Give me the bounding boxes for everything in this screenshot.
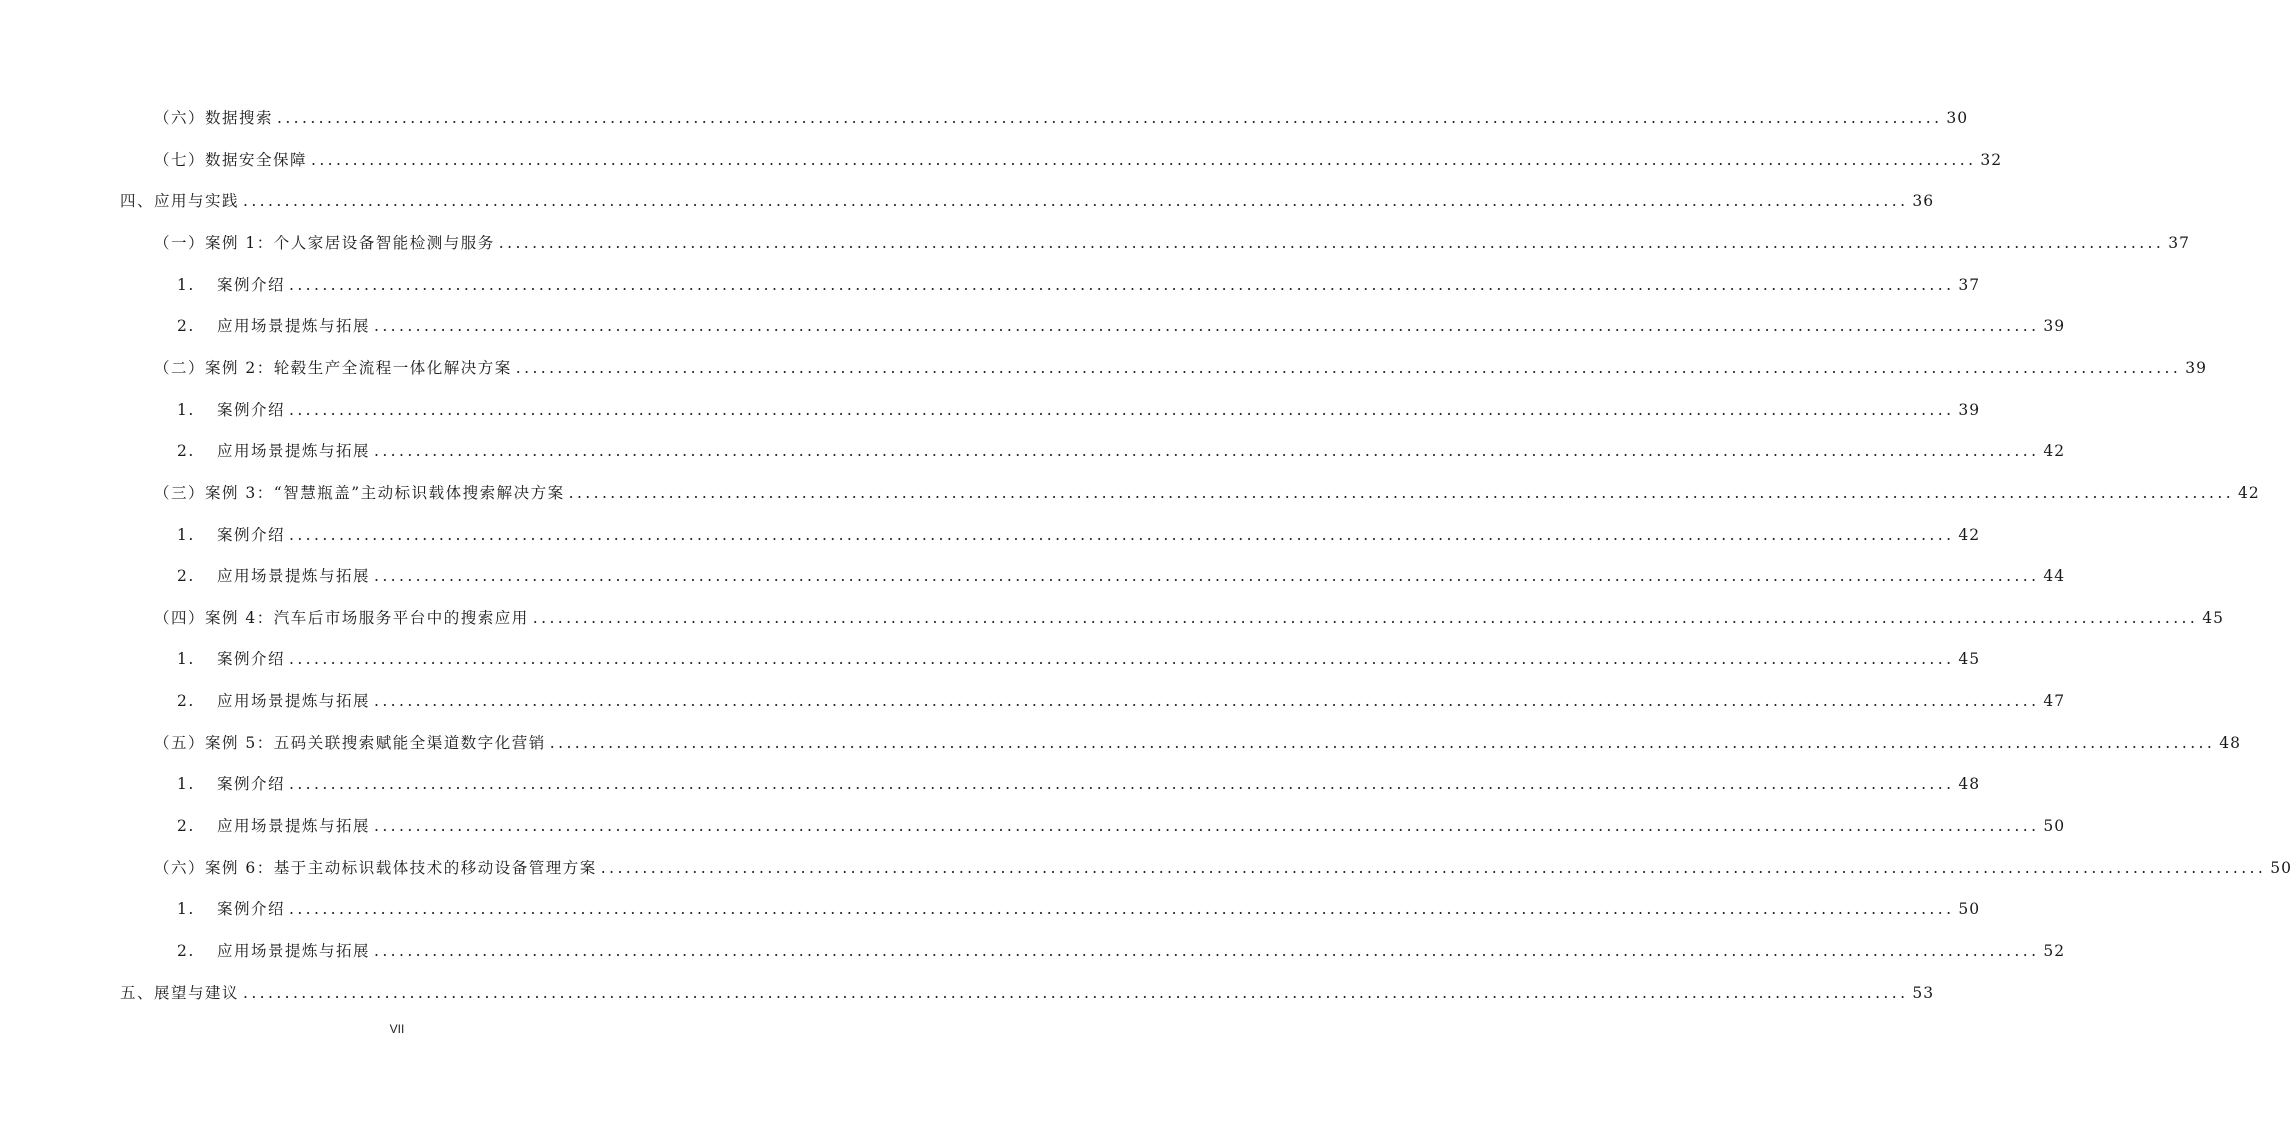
toc-entry-number: 1. <box>177 400 195 419</box>
toc-entry-text: （一）案例 1：个人家居设备智能检测与服务 <box>154 233 495 252</box>
toc-dot-leader: ........................................................................................................................................................................................................ <box>374 442 2040 461</box>
toc-entry-number: 2. <box>177 567 195 586</box>
toc-dot-leader: ........................................................................................................................................................................................................ <box>568 483 2235 502</box>
toc-entry-text: （五）案例 5：五码关联搜索赋能全渠道数字化营销 <box>154 733 546 752</box>
toc-entry[interactable] <box>177 647 1981 671</box>
toc-entry-page: 50 <box>2270 858 2292 877</box>
toc-dot-leader: ........................................................................................................................................................................................................ <box>498 233 2165 252</box>
toc-dot-leader: ........................................................................................................................................................................................................ <box>549 733 2216 752</box>
toc-entry[interactable] <box>177 273 1981 297</box>
toc-dot-leader: ........................................................................................................................................................................................................ <box>289 650 1955 669</box>
toc-entry[interactable] <box>154 731 2241 755</box>
toc-entry-page: 42 <box>1958 525 1981 544</box>
toc-entry-page: 42 <box>2238 483 2260 502</box>
toc-entry-title <box>154 106 273 130</box>
toc-entry-title <box>120 981 239 1005</box>
toc-entry[interactable] <box>154 148 2003 172</box>
toc-entry-text: （七）数据安全保障 <box>154 150 308 169</box>
toc-entry-page: 44 <box>2043 567 2066 586</box>
toc-entry[interactable] <box>177 439 2066 463</box>
toc-entry-text: 应用场景提炼与拓展 <box>217 817 371 836</box>
toc-entry-text: 四、应用与实践 <box>120 192 240 211</box>
toc-entry-number: 1. <box>177 650 195 669</box>
toc-entry-text: 案例介绍 <box>217 525 286 544</box>
toc-entry-number: 2. <box>177 317 195 336</box>
toc-entry-text: 案例介绍 <box>217 650 286 669</box>
toc-dot-leader: ........................................................................................................................................................................................................ <box>289 275 1955 294</box>
toc-entry-title <box>177 398 285 422</box>
toc-entry-text: 应用场景提炼与拓展 <box>217 567 371 586</box>
toc-entry-text: 应用场景提炼与拓展 <box>217 692 371 711</box>
toc-entry-title <box>177 314 370 338</box>
toc-entry-page: 50 <box>2043 817 2066 836</box>
toc-entry-text: （三）案例 3：“智慧瓶盖”主动标识载体搜索解决方案 <box>154 483 565 502</box>
toc-entry-page: 45 <box>1958 650 1981 669</box>
toc-entry[interactable] <box>177 939 2066 963</box>
toc-entry-title <box>154 606 529 630</box>
toc-entry-title <box>154 731 546 755</box>
toc-entry[interactable] <box>120 981 1935 1005</box>
toc-entry-text: 五、展望与建议 <box>120 983 240 1002</box>
toc-entry-number: 1. <box>177 525 195 544</box>
toc-entry-number: 2. <box>177 442 195 461</box>
toc-entry-page: 32 <box>1980 150 2003 169</box>
toc-entry-title <box>177 273 285 297</box>
toc-dot-leader: ........................................................................................................................................................................................................ <box>374 942 2040 960</box>
toc-entry-number: 2. <box>177 817 195 836</box>
toc-entry-text: 应用场景提炼与拓展 <box>217 442 371 461</box>
toc-entry-page: 37 <box>2168 233 2190 252</box>
toc-entry-page: 50 <box>1958 900 1981 919</box>
toc-entry[interactable] <box>154 856 2292 880</box>
toc-entry[interactable] <box>154 231 2190 255</box>
toc-entry-page: 39 <box>2043 317 2066 336</box>
toc-entry-title <box>154 148 307 172</box>
toc-entry-number: 2. <box>177 942 195 960</box>
toc-entry-text: 案例介绍 <box>217 900 286 919</box>
toc-dot-leader: ........................................................................................................................................................................................................ <box>243 192 1909 211</box>
toc-entry-page: 30 <box>1946 109 1969 127</box>
toc-entry[interactable] <box>177 523 1981 547</box>
toc-entry-page: 53 <box>1912 983 1935 1002</box>
toc-entry[interactable] <box>120 189 1935 213</box>
toc-entry-title <box>177 897 285 921</box>
toc-entry-title <box>120 189 239 213</box>
page-number: VII <box>389 1022 405 1036</box>
toc-entry-title <box>154 856 597 880</box>
toc-entry[interactable] <box>177 398 1981 422</box>
toc-entry-text: （六）案例 6：基于主动标识载体技术的移动设备管理方案 <box>154 858 597 877</box>
toc-entry[interactable] <box>177 314 2066 338</box>
toc-entry-page: 42 <box>2043 442 2066 461</box>
toc-dot-leader: ........................................................................................................................................................................................................ <box>243 983 1909 1002</box>
toc-entry-title <box>177 939 370 963</box>
toc-entry[interactable] <box>177 772 1981 796</box>
toc-dot-leader: ........................................................................................................................................................................................................ <box>374 567 2040 586</box>
toc-entry[interactable] <box>154 606 2224 630</box>
toc-dot-leader: ........................................................................................................................................................................................................ <box>289 400 1955 419</box>
toc-entry[interactable] <box>154 356 2207 380</box>
toc-dot-leader: ........................................................................................................................................................................................................ <box>289 775 1955 794</box>
toc-entry-text: 案例介绍 <box>217 275 286 294</box>
toc-entry-text: 案例介绍 <box>217 775 286 794</box>
toc-entry-text: 应用场景提炼与拓展 <box>217 942 371 960</box>
toc-dot-leader: ........................................................................................................................................................................................................ <box>374 692 2040 711</box>
toc-entry-page: 39 <box>1958 400 1981 419</box>
toc-entry-page: 48 <box>2219 733 2241 752</box>
toc-entry-page: 45 <box>2202 608 2224 627</box>
toc-entry-title <box>177 439 370 463</box>
toc-entry-page: 36 <box>1912 192 1935 211</box>
toc-entry-text: （六）数据搜索 <box>154 109 274 127</box>
toc-entry-number: 2. <box>177 692 195 711</box>
toc-entry-title <box>177 772 285 796</box>
toc-entry-number: 1. <box>177 275 195 294</box>
toc-entry-page: 47 <box>2043 692 2066 711</box>
toc-dot-leader: ........................................................................................................................................................................................................ <box>289 900 1955 919</box>
toc-entry-number: 1. <box>177 775 195 794</box>
toc-dot-leader: ........................................................................................................................................................................................................ <box>289 525 1955 544</box>
toc-dot-leader: ........................................................................................................................................................................................................ <box>532 608 2199 627</box>
toc-dot-leader: ........................................................................................................................................................................................................ <box>600 858 2267 877</box>
toc-entry-text: （二）案例 2：轮毂生产全流程一体化解决方案 <box>154 358 512 377</box>
toc-entry[interactable] <box>154 481 2260 505</box>
toc-entry[interactable] <box>177 897 1981 921</box>
toc-entry-text: 案例介绍 <box>217 400 286 419</box>
toc-dot-leader: ........................................................................................................................................................................................................ <box>515 358 2182 377</box>
toc-entry-text: （四）案例 4：汽车后市场服务平台中的搜索应用 <box>154 608 529 627</box>
toc-dot-leader: ........................................................................................................................................................................................................ <box>311 150 1977 169</box>
toc-entry-page: 52 <box>2043 942 2066 960</box>
toc-entry-title <box>177 647 285 671</box>
toc-entry[interactable] <box>177 564 2066 588</box>
toc-entry-title <box>177 564 370 588</box>
toc-entry-title <box>154 231 495 255</box>
toc-entry-page: 39 <box>2185 358 2207 377</box>
toc-entry-title <box>154 481 565 505</box>
toc-entry[interactable] <box>154 106 1969 130</box>
toc-entry-number: 1. <box>177 900 195 919</box>
toc-entry-title <box>177 814 370 838</box>
toc-dot-leader: ........................................................................................................................................................................................................ <box>374 317 2040 336</box>
toc-entry-page: 48 <box>1958 775 1981 794</box>
toc-entry-page: 37 <box>1958 275 1981 294</box>
toc-entry-title <box>177 689 370 713</box>
toc-dot-leader: ........................................................................................................................................................................................................ <box>277 109 1943 127</box>
toc-entry-title <box>154 356 512 380</box>
toc-dot-leader: ........................................................................................................................................................................................................ <box>374 817 2040 836</box>
toc-entry-text: 应用场景提炼与拓展 <box>217 317 371 336</box>
toc-entry[interactable] <box>177 689 2066 713</box>
toc-entry[interactable] <box>177 814 2066 838</box>
toc-entry-title <box>177 523 285 547</box>
